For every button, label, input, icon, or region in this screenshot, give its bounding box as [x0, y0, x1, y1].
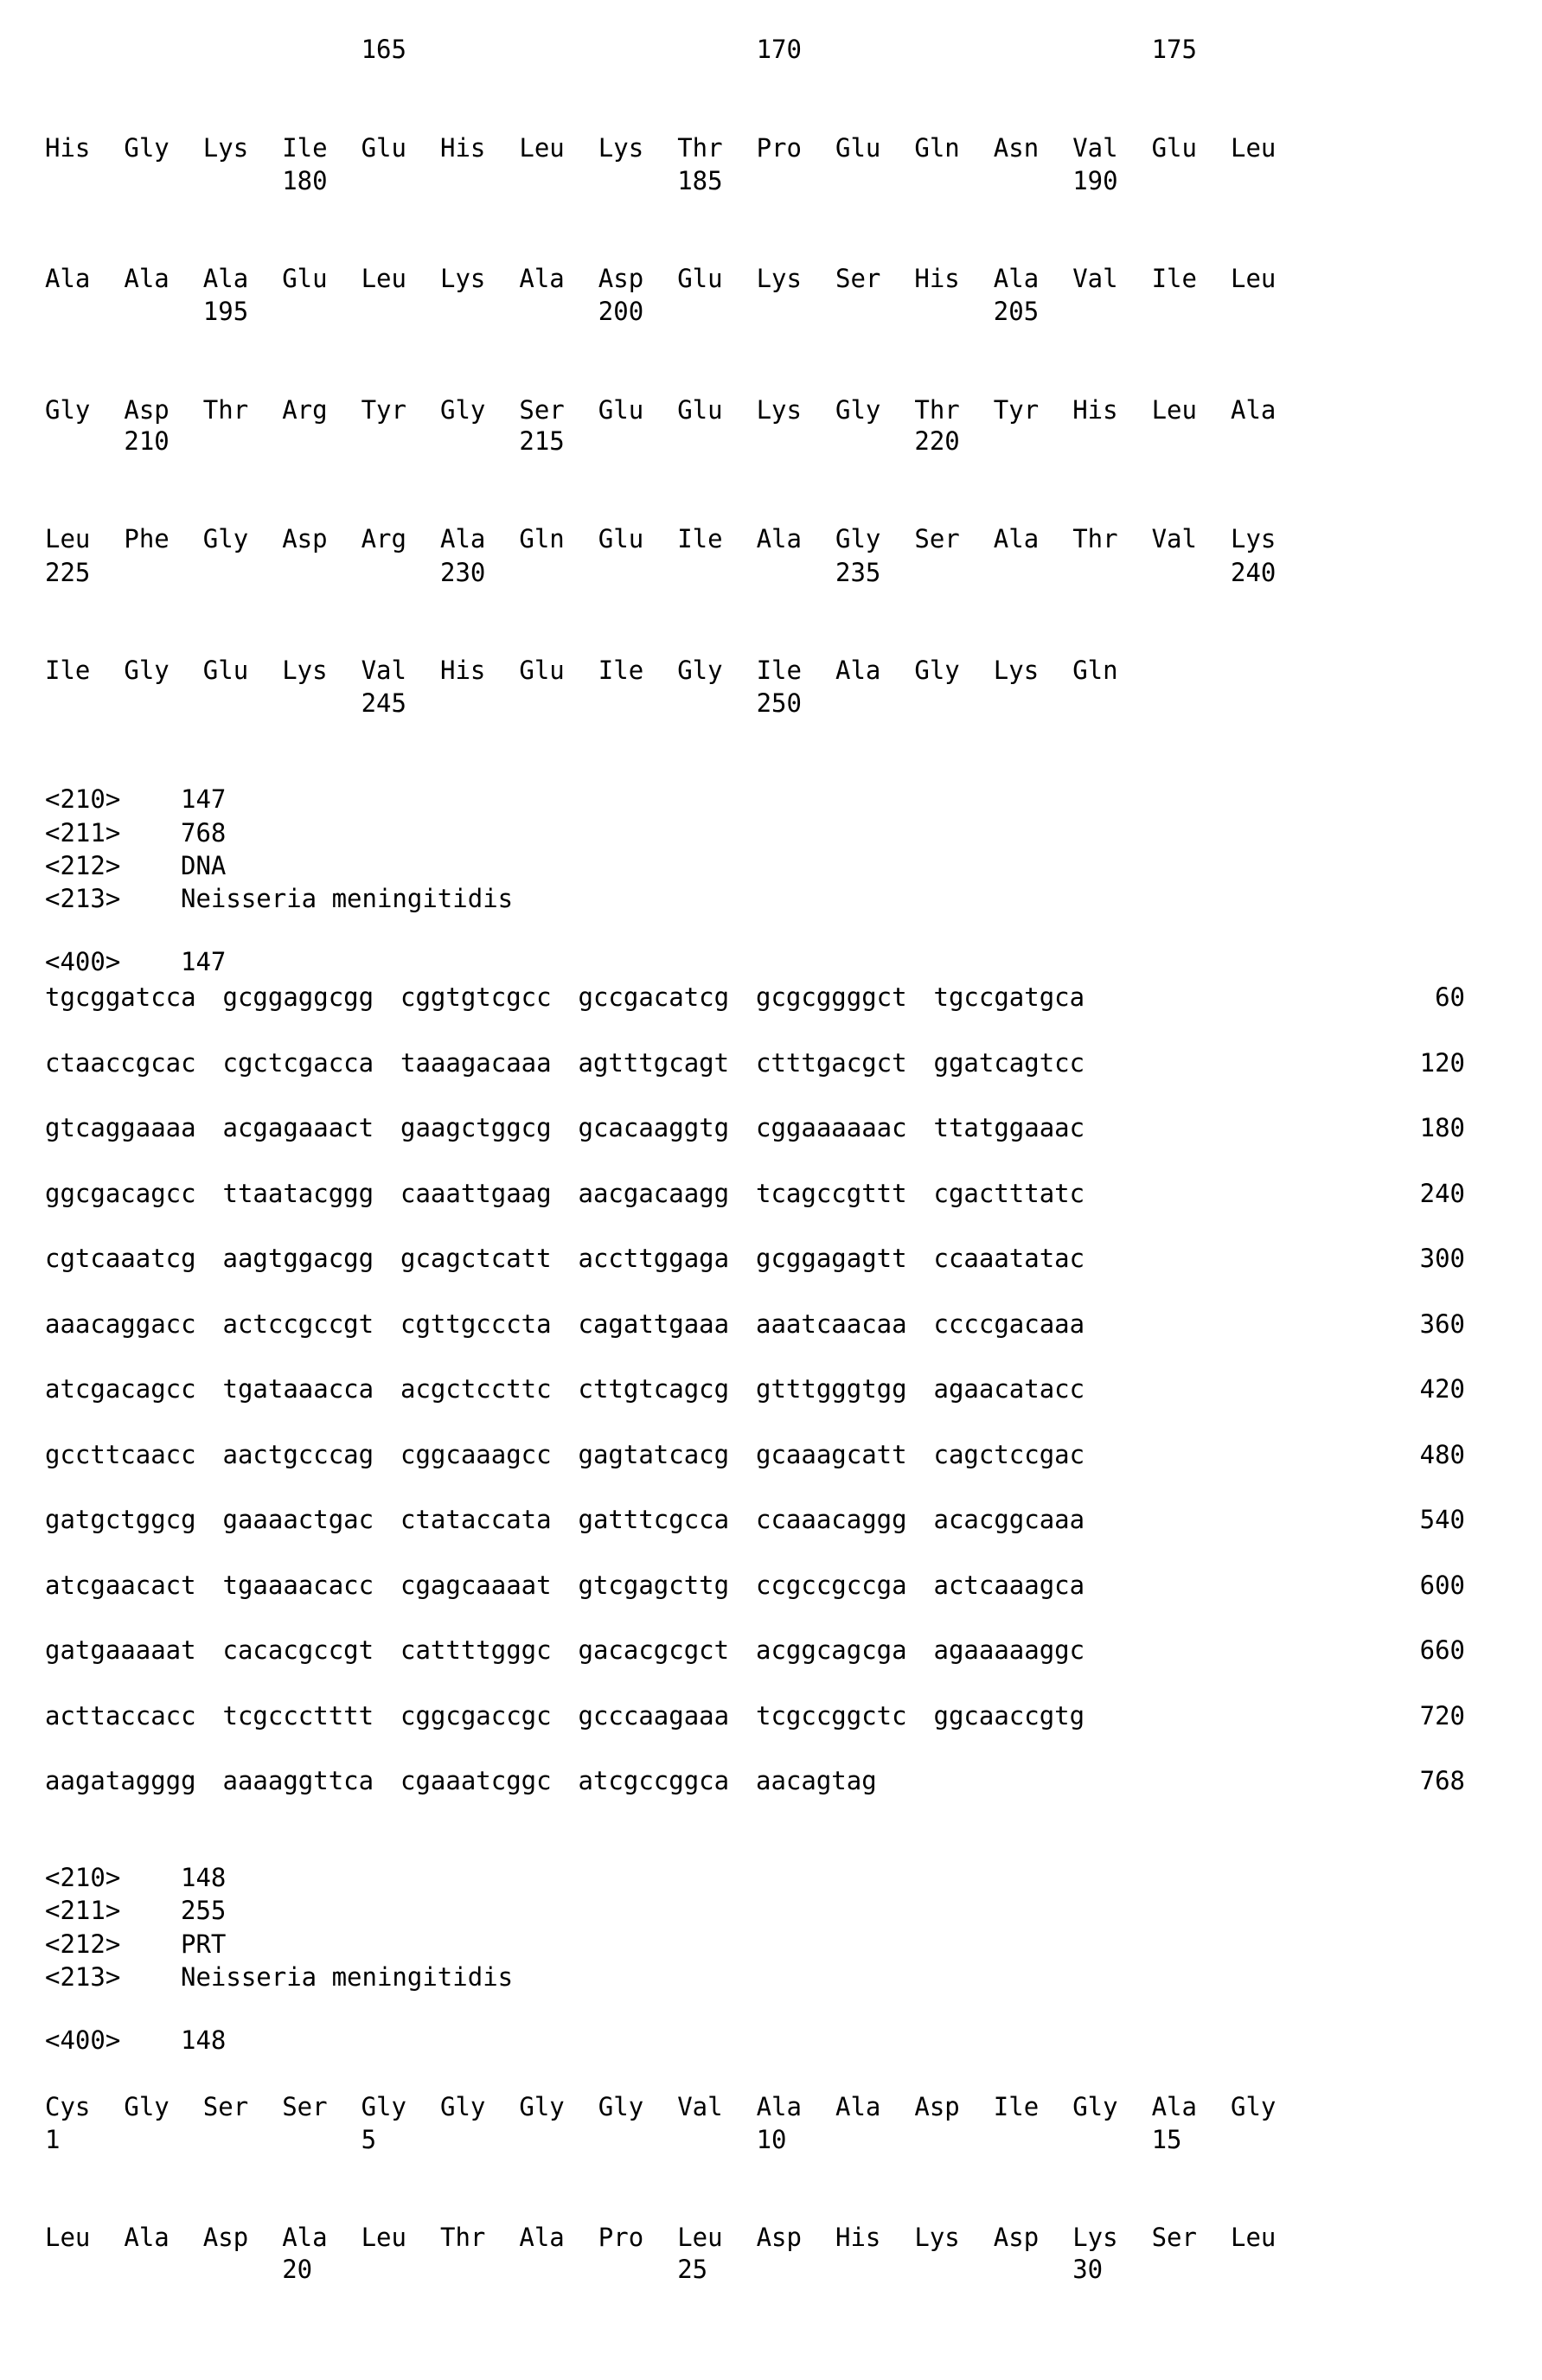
- residue: Val: [362, 656, 406, 685]
- residue: Glu: [677, 264, 722, 293]
- residue: Asp: [598, 264, 643, 293]
- residue: Glu: [362, 133, 406, 163]
- dna-block: ccgccgccga: [756, 1571, 907, 1600]
- dna-position: 300: [1420, 1244, 1465, 1273]
- residue: Leu: [362, 2223, 406, 2252]
- residue: Pro: [598, 2223, 643, 2252]
- residue-number: 245: [362, 688, 406, 718]
- tag-label: <212>: [45, 1929, 120, 1959]
- residue-number: 25: [677, 2255, 707, 2284]
- residue: Ala: [203, 264, 248, 293]
- dna-block: aacgacaagg: [579, 1179, 730, 1208]
- residue: Gly: [519, 2092, 564, 2121]
- residue: Thr: [677, 133, 722, 163]
- tag-value: DNA: [181, 851, 226, 880]
- dna-block: tcgccggctc: [756, 1701, 907, 1731]
- tag-value: 255: [181, 1896, 226, 1925]
- dna-block: cggcaaagcc: [400, 1440, 552, 1469]
- residue: Thr: [440, 2223, 485, 2252]
- residue: Gly: [1072, 2092, 1117, 2121]
- residue: Lys: [757, 395, 802, 425]
- residue: Ser: [914, 524, 959, 553]
- residue: Leu: [1231, 2223, 1276, 2252]
- residue: Gly: [1231, 2092, 1276, 2121]
- dna-block: gtcaggaaaa: [45, 1113, 196, 1142]
- residue: Ser: [282, 2092, 327, 2121]
- tag-value: Neisseria meningitidis: [181, 1962, 513, 1992]
- dna-block: aaacaggacc: [45, 1309, 196, 1339]
- dna-block: cggaaaaaac: [756, 1113, 907, 1142]
- dna-block: atcgacagcc: [45, 1374, 196, 1404]
- residue: His: [440, 656, 485, 685]
- dna-block: cgactttatc: [934, 1179, 1085, 1208]
- dna-block: actccgccgt: [223, 1309, 374, 1339]
- tag-label: <212>: [45, 851, 120, 880]
- residue: Leu: [362, 264, 406, 293]
- residue: Gly: [914, 656, 959, 685]
- residue: Phe: [124, 524, 169, 553]
- dna-block: ccccgacaaa: [934, 1309, 1085, 1339]
- residue: Glu: [677, 395, 722, 425]
- dna-block: ccaaacaggg: [756, 1505, 907, 1534]
- dna-block: aaatcaacaa: [756, 1309, 907, 1339]
- residue: Val: [1152, 524, 1197, 553]
- dna-block: tgcggatcca: [45, 982, 196, 1012]
- residue: Val: [1072, 264, 1117, 293]
- dna-block: ctttgacgct: [756, 1048, 907, 1078]
- dna-block: gaaaactgac: [223, 1505, 374, 1534]
- dna-block: gtttgggtgg: [756, 1374, 907, 1404]
- tag-label: <213>: [45, 884, 120, 913]
- residue: Ala: [519, 264, 564, 293]
- tag-value: 768: [181, 818, 226, 848]
- residue: Ile: [282, 133, 327, 163]
- dna-block: cggtgtcgcc: [400, 982, 552, 1012]
- dna-position: 768: [1420, 1766, 1465, 1795]
- tag-label: <210>: [45, 784, 120, 814]
- dna-block: ttaatacggg: [223, 1179, 374, 1208]
- dna-block: taaagacaaa: [400, 1048, 552, 1078]
- dna-position: 180: [1420, 1113, 1465, 1142]
- dna-block: ctataccata: [400, 1505, 552, 1534]
- residue: Arg: [362, 524, 406, 553]
- dna-block: atcgccggca: [579, 1766, 730, 1795]
- dna-block: agaaaaaggc: [934, 1635, 1085, 1665]
- residue-number: 180: [282, 166, 327, 195]
- residue: Leu: [1231, 264, 1276, 293]
- residue: Glu: [598, 395, 643, 425]
- residue: Lys: [440, 264, 485, 293]
- residue: Gly: [124, 2092, 169, 2121]
- dna-block: atcgaacact: [45, 1571, 196, 1600]
- residue-number: 195: [203, 297, 248, 326]
- residue: Asp: [757, 2223, 802, 2252]
- residue: Leu: [45, 2223, 90, 2252]
- residue: Gly: [835, 395, 880, 425]
- residue: Gly: [362, 2092, 406, 2121]
- dna-block: gccttcaacc: [45, 1440, 196, 1469]
- residue: Gly: [124, 133, 169, 163]
- dna-block: tgccgatgca: [934, 982, 1085, 1012]
- residue-number: 30: [1072, 2255, 1103, 2284]
- residue: Leu: [45, 524, 90, 553]
- residue: Lys: [1231, 524, 1276, 553]
- residue: Glu: [835, 133, 880, 163]
- residue: Gly: [835, 524, 880, 553]
- sequence-tag-value: 147: [181, 947, 226, 976]
- dna-block: gatttcgcca: [579, 1505, 730, 1534]
- residue: His: [1072, 395, 1117, 425]
- dna-block: ggcgacagcc: [45, 1179, 196, 1208]
- residue: Ala: [757, 524, 802, 553]
- residue: Cys: [45, 2092, 90, 2121]
- dna-block: acacggcaaa: [934, 1505, 1085, 1534]
- dna-block: tcagccgttt: [756, 1179, 907, 1208]
- residue: Lys: [282, 656, 327, 685]
- dna-block: aaaaggttca: [223, 1766, 374, 1795]
- dna-block: gtcgagcttg: [579, 1571, 730, 1600]
- residue: Thr: [914, 395, 959, 425]
- residue: Glu: [519, 656, 564, 685]
- residue: Ile: [757, 656, 802, 685]
- dna-block: ctaaccgcac: [45, 1048, 196, 1078]
- residue: Ile: [994, 2092, 1039, 2121]
- residue: Ser: [835, 264, 880, 293]
- dna-block: cgaaatcggc: [400, 1766, 552, 1795]
- residue: Gly: [598, 2092, 643, 2121]
- residue: His: [835, 2223, 880, 2252]
- tag-label: <211>: [45, 818, 120, 848]
- residue: Ser: [519, 395, 564, 425]
- residue: Ile: [598, 656, 643, 685]
- residue-number: 215: [519, 426, 564, 456]
- dna-position: 60: [1435, 982, 1465, 1012]
- residue: Pro: [757, 133, 802, 163]
- dna-block: cattttgggc: [400, 1635, 552, 1665]
- residue: Gly: [124, 656, 169, 685]
- residue: Ala: [440, 524, 485, 553]
- dna-block: gatgaaaaat: [45, 1635, 196, 1665]
- residue: Asp: [282, 524, 327, 553]
- residue: Lys: [598, 133, 643, 163]
- residue-number: 220: [914, 426, 959, 456]
- residue: Leu: [1231, 133, 1276, 163]
- residue: Ser: [203, 2092, 248, 2121]
- residue-number: 225: [45, 558, 90, 587]
- dna-block: gagtatcacg: [579, 1440, 730, 1469]
- dna-block: tgaaaacacc: [223, 1571, 374, 1600]
- tag-value: 148: [181, 1863, 226, 1892]
- dna-block: acgagaaact: [223, 1113, 374, 1142]
- residue: Lys: [203, 133, 248, 163]
- dna-block: cgctcgacca: [223, 1048, 374, 1078]
- residue-number: 15: [1152, 2125, 1182, 2154]
- residue-number: 240: [1231, 558, 1276, 587]
- tag-label: <213>: [45, 1962, 120, 1992]
- residue: Ala: [124, 2223, 169, 2252]
- dna-block: aagatagggg: [45, 1766, 196, 1795]
- dna-block: cgagcaaaat: [400, 1571, 552, 1600]
- dna-block: ttatggaaac: [934, 1113, 1085, 1142]
- residue: Gln: [1072, 656, 1117, 685]
- dna-block: acgctccttc: [400, 1374, 552, 1404]
- residue: Leu: [677, 2223, 722, 2252]
- dna-block: ggcaaccgtg: [934, 1701, 1085, 1731]
- dna-block: gcggagagtt: [756, 1244, 907, 1273]
- residue: Ile: [45, 656, 90, 685]
- dna-block: gcccaagaaa: [579, 1701, 730, 1731]
- residue: Glu: [282, 264, 327, 293]
- residue: Asp: [124, 395, 169, 425]
- residue: His: [45, 133, 90, 163]
- dna-position: 360: [1420, 1309, 1465, 1339]
- residue: Ile: [677, 524, 722, 553]
- residue-number: 175: [1152, 35, 1197, 64]
- residue: His: [914, 264, 959, 293]
- dna-block: actcaaagca: [934, 1571, 1085, 1600]
- residue: Lys: [757, 264, 802, 293]
- residue: Ala: [282, 2223, 327, 2252]
- dna-block: cgttgcccta: [400, 1309, 552, 1339]
- dna-block: cagctccgac: [934, 1440, 1085, 1469]
- residue: Gly: [45, 395, 90, 425]
- dna-block: gccgacatcg: [579, 982, 730, 1012]
- residue: Tyr: [994, 395, 1039, 425]
- residue: Arg: [282, 395, 327, 425]
- dna-block: agaacatacc: [934, 1374, 1085, 1404]
- dna-block: gaagctggcg: [400, 1113, 552, 1142]
- dna-block: aactgcccag: [223, 1440, 374, 1469]
- residue-number: 20: [282, 2255, 312, 2284]
- dna-position: 720: [1420, 1701, 1465, 1731]
- residue: Gly: [440, 2092, 485, 2121]
- tag-label: <210>: [45, 1863, 120, 1892]
- dna-block: agtttgcagt: [579, 1048, 730, 1078]
- dna-position: 120: [1420, 1048, 1465, 1078]
- residue: Glu: [598, 524, 643, 553]
- dna-block: aagtggacgg: [223, 1244, 374, 1273]
- dna-position: 600: [1420, 1571, 1465, 1600]
- residue: Gln: [519, 524, 564, 553]
- dna-block: acggcagcga: [756, 1635, 907, 1665]
- residue: Lys: [1072, 2223, 1117, 2252]
- residue: Ala: [1152, 2092, 1197, 2121]
- residue-number: 230: [440, 558, 485, 587]
- residue: Lys: [914, 2223, 959, 2252]
- residue-number: 235: [835, 558, 880, 587]
- residue: Val: [677, 2092, 722, 2121]
- residue: Leu: [519, 133, 564, 163]
- residue: Asp: [914, 2092, 959, 2121]
- residue: Ala: [994, 264, 1039, 293]
- dna-position: 420: [1420, 1374, 1465, 1404]
- residue: Ala: [835, 656, 880, 685]
- dna-block: ccaaatatac: [934, 1244, 1085, 1273]
- dna-block: cgtcaaatcg: [45, 1244, 196, 1273]
- residue: Ala: [124, 264, 169, 293]
- tag-value: 147: [181, 784, 226, 814]
- dna-block: tcgccctttt: [223, 1701, 374, 1731]
- dna-block: ggatcagtcc: [934, 1048, 1085, 1078]
- residue: Val: [1072, 133, 1117, 163]
- residue: Ser: [1152, 2223, 1197, 2252]
- residue-number: 170: [757, 35, 802, 64]
- dna-block: gcacaaggtg: [579, 1113, 730, 1142]
- residue: Asp: [203, 2223, 248, 2252]
- dna-position: 240: [1420, 1179, 1465, 1208]
- residue: Ala: [1231, 395, 1276, 425]
- dna-block: gcaaagcatt: [756, 1440, 907, 1469]
- dna-block: acttaccacc: [45, 1701, 196, 1731]
- residue: Leu: [1152, 395, 1197, 425]
- residue: Gln: [914, 133, 959, 163]
- sequence-tag-value: 148: [181, 2025, 226, 2055]
- dna-position: 660: [1420, 1635, 1465, 1665]
- residue: Gly: [203, 524, 248, 553]
- sequence-tag-label: <400>: [45, 2025, 120, 2055]
- dna-block: cagattgaaa: [579, 1309, 730, 1339]
- residue: Lys: [994, 656, 1039, 685]
- residue: Gly: [677, 656, 722, 685]
- residue: Ala: [757, 2092, 802, 2121]
- residue: Asp: [994, 2223, 1039, 2252]
- residue-number: 185: [677, 166, 722, 195]
- dna-block: accttggaga: [579, 1244, 730, 1273]
- residue-number: 210: [124, 426, 169, 456]
- residue-number: 1: [45, 2125, 60, 2154]
- residue: Tyr: [362, 395, 406, 425]
- sequence-tag-label: <400>: [45, 947, 120, 976]
- dna-block: cttgtcagcg: [579, 1374, 730, 1404]
- residue-number: 205: [994, 297, 1039, 326]
- residue: Gly: [440, 395, 485, 425]
- dna-block: gacacgcgct: [579, 1635, 730, 1665]
- residue: His: [440, 133, 485, 163]
- residue: Ala: [994, 524, 1039, 553]
- residue-number: 10: [757, 2125, 787, 2154]
- dna-position: 540: [1420, 1505, 1465, 1534]
- residue-number: 200: [598, 297, 643, 326]
- residue-number: 250: [757, 688, 802, 718]
- residue-number: 190: [1072, 166, 1117, 195]
- dna-block: gcgcggggct: [756, 982, 907, 1012]
- residue-number: 5: [362, 2125, 376, 2154]
- dna-block: tgataaacca: [223, 1374, 374, 1404]
- residue-number: 165: [362, 35, 406, 64]
- tag-value: PRT: [181, 1929, 226, 1959]
- residue: Ala: [519, 2223, 564, 2252]
- dna-block: cacacgccgt: [223, 1635, 374, 1665]
- dna-block: aacagtag: [756, 1766, 877, 1795]
- residue: Ile: [1152, 264, 1197, 293]
- tag-value: Neisseria meningitidis: [181, 884, 513, 913]
- residue: Thr: [1072, 524, 1117, 553]
- tag-label: <211>: [45, 1896, 120, 1925]
- dna-block: gcagctcatt: [400, 1244, 552, 1273]
- residue: Thr: [203, 395, 248, 425]
- dna-block: gcggaggcgg: [223, 982, 374, 1012]
- residue: Ala: [835, 2092, 880, 2121]
- dna-block: gatgctggcg: [45, 1505, 196, 1534]
- residue: Glu: [1152, 133, 1197, 163]
- residue: Glu: [203, 656, 248, 685]
- dna-position: 480: [1420, 1440, 1465, 1469]
- residue: Ala: [45, 264, 90, 293]
- dna-block: caaattgaag: [400, 1179, 552, 1208]
- residue: Asn: [994, 133, 1039, 163]
- dna-block: cggcgaccgc: [400, 1701, 552, 1731]
